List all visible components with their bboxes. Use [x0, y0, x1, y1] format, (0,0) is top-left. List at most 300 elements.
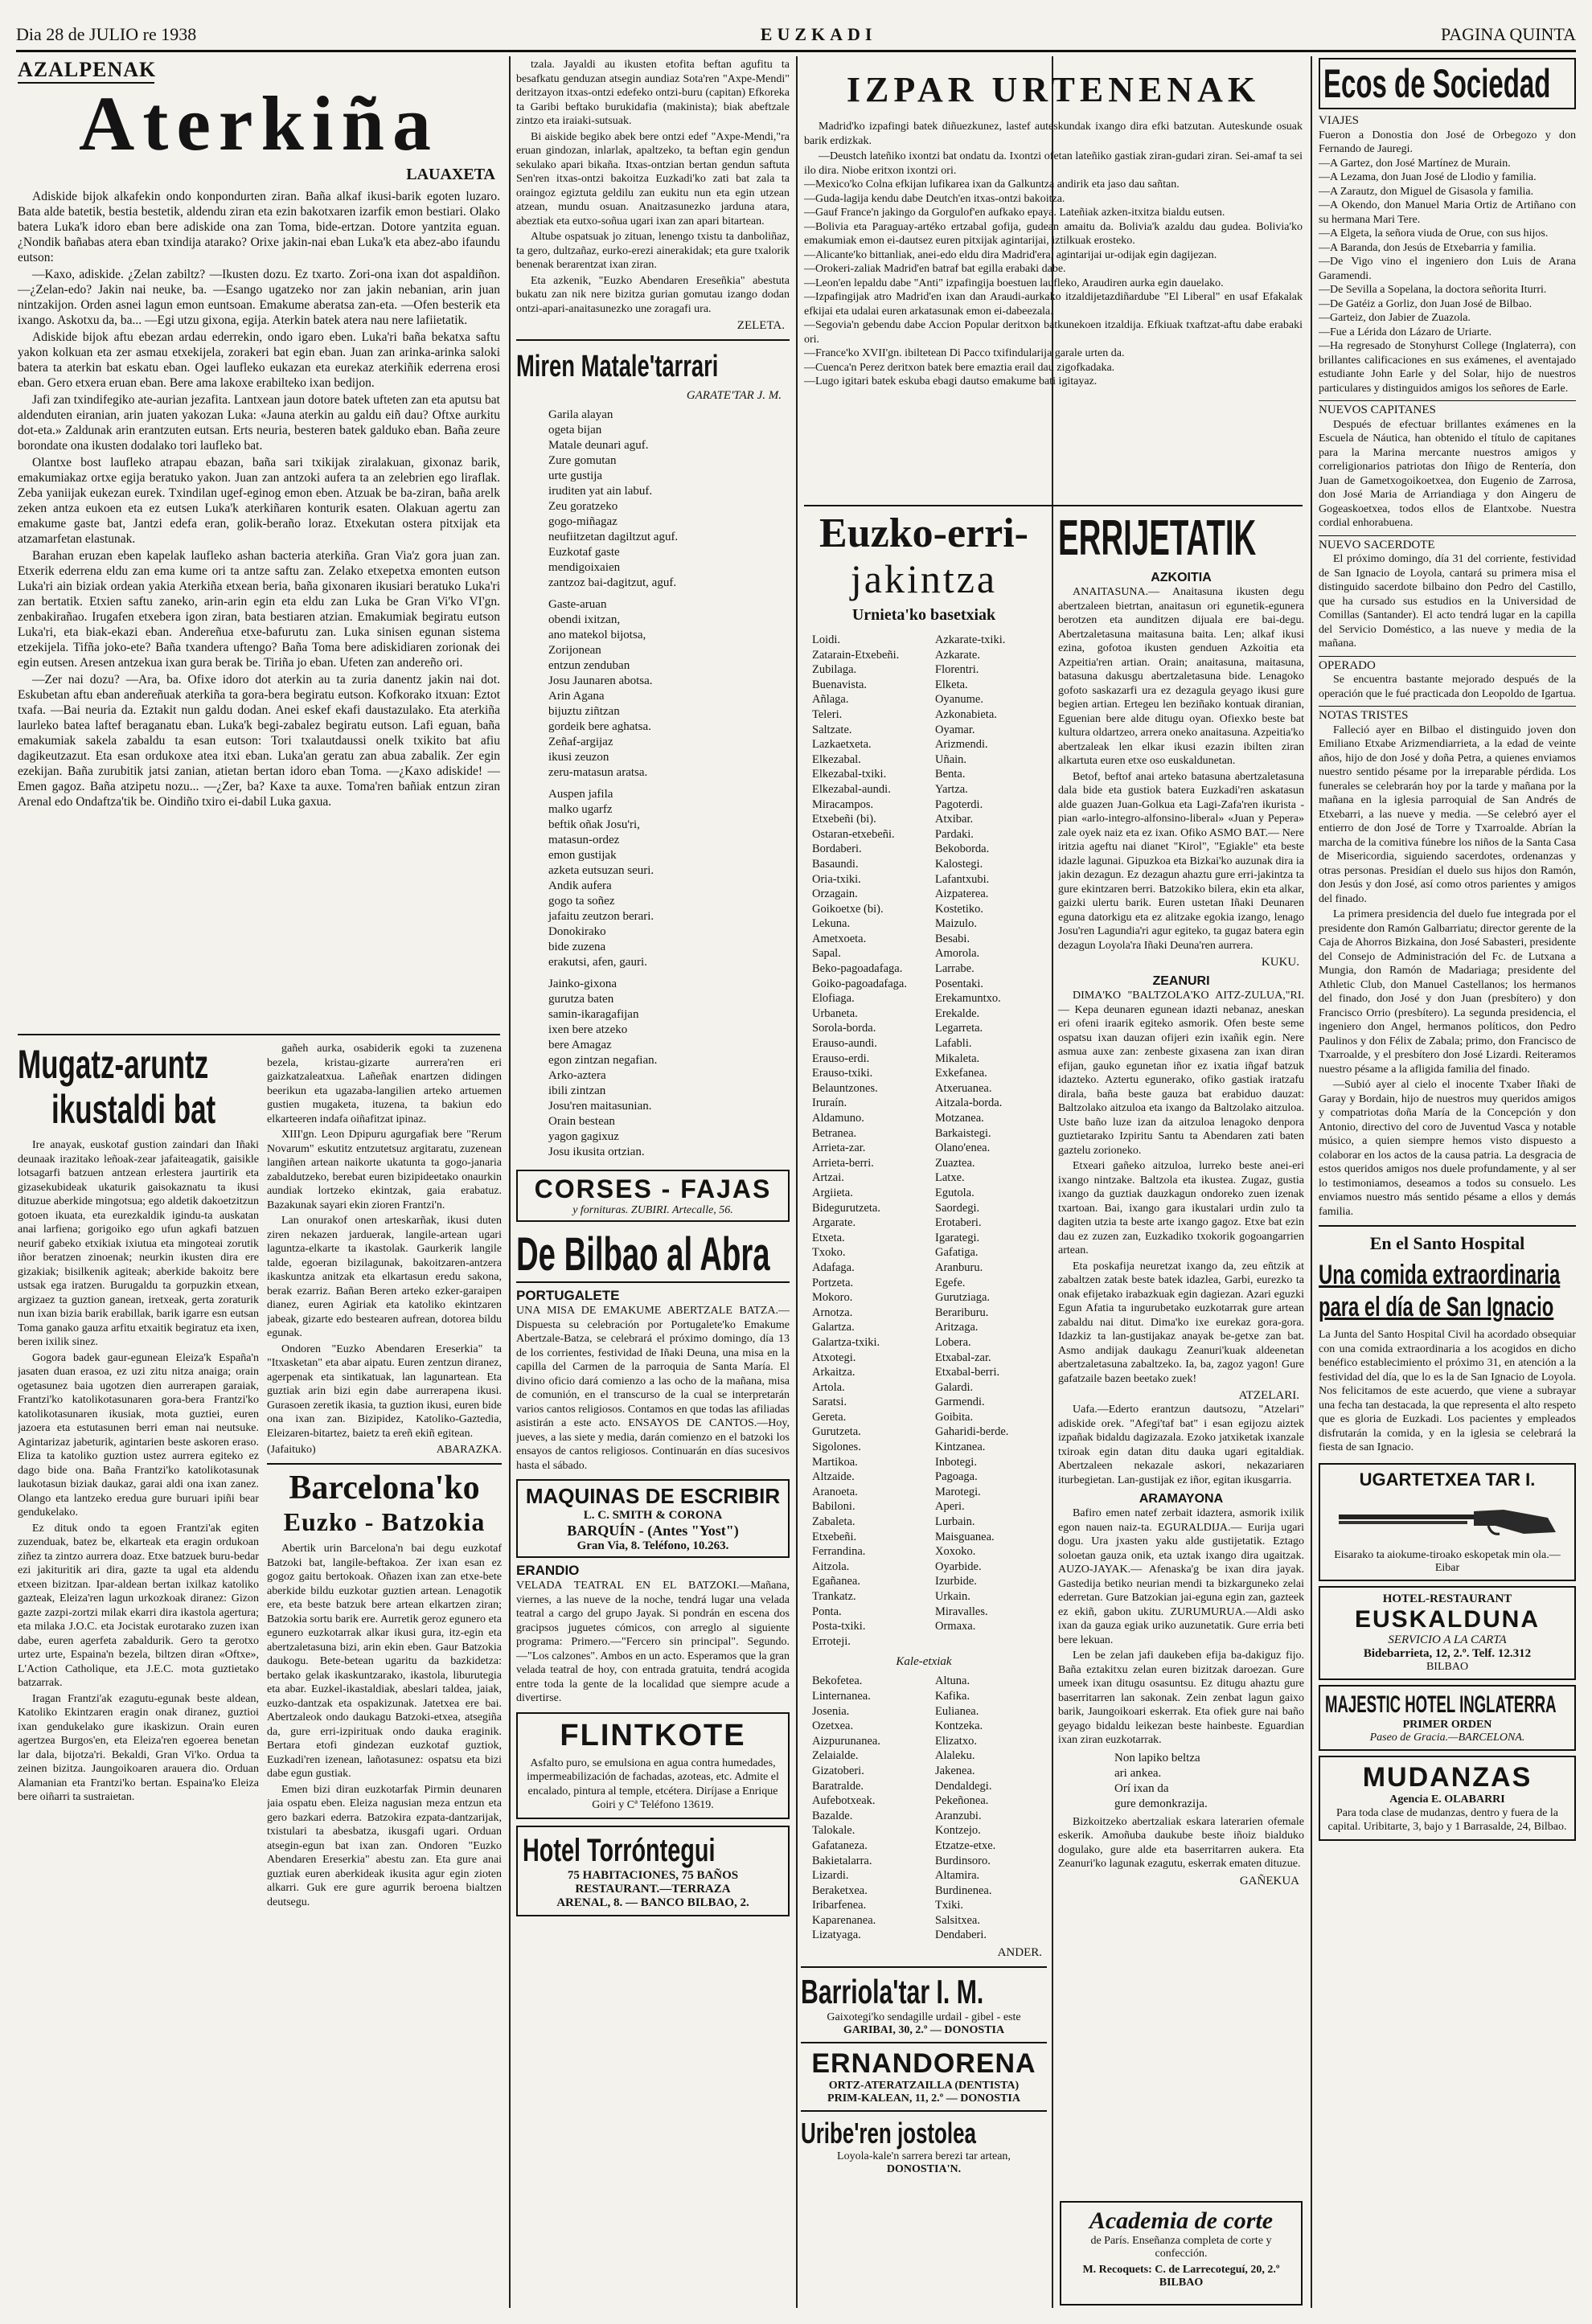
list-item: Izurbide. [935, 1575, 977, 1588]
list-item: Miravalles. [935, 1605, 988, 1618]
article-body [804, 120, 1303, 389]
header-page-number: PAGINA QUINTA [1441, 24, 1576, 44]
paragraph: —Kaxo, adiskide. ¿Zelan zabiltz? —Ikusten dozu. Ez txarto. Zori-ona ixan dot aspaldiñon. —¿Zelan-edo? Jakin nai neuke, ba. —Esango ugatzeko nor zan jakin nebanian, arin juan nintzakijon. Orden asnei lagun emon euntsoan. Emakume aberatsa zan-eta. —Ofen besterik eta ixango. Askotxu da, ba... —Egi utzu gixona, egija. Aterkin batek atera nau nere lafiietatik. [18, 268, 500, 327]
ad-line: Gaixotegi'ko sendagille urdail - gibel - este [827, 2011, 1021, 2024]
column-rule [796, 56, 798, 2308]
list-item: Elkezabal-aundi. [812, 782, 891, 796]
list-item: Añlaga. [812, 693, 849, 707]
paragraph: Lan onurakof onen arteskarñak, ikusi duten ziren nekazen jarduerak, langile-artean ugari laguntza-elkarte ta ikastolak. Gaurkerik langile talde, egoeran bizilagunak, bakoitzaren-antzera ikaskuntza anitzak eta elkartasun eredu sakona, berak ezarriz. Bañan Beren arteko ezker-garaipen dianez, euren Agiriak eta katoliko ekintzaren jabeak, gizarte edo bestearen aufrean, dotorea bildu egunak. [267, 1215, 502, 1339]
column-rule [1311, 56, 1312, 2308]
list-item: Etxabal-zar. [935, 1351, 991, 1364]
article-signature: ATZELARI. [1238, 1389, 1299, 1402]
list-item: Ferrandina. [812, 1545, 866, 1559]
poem-line: ano matekol bijotsa, [548, 629, 646, 641]
list-item: Maizulo. [935, 917, 977, 931]
list-item: Kafika. [935, 1689, 970, 1703]
ad-title: MUDANZAS [1362, 1761, 1533, 1793]
ad-uribe [801, 2110, 1047, 2181]
list-item: Altuna. [935, 1674, 970, 1688]
ad-title: ERNANDORENA [811, 2048, 1036, 2080]
header-paper-name: EUZKADI [760, 24, 877, 44]
list-item: Alaleku. [935, 1749, 975, 1763]
poem-line: matasun-ordez [548, 834, 620, 846]
article-body: La Junta del Santo Hospital Civil ha acordado obsequiar con una comida extraordinaria a los acogidos en dicho benéfico establecimiento el próximo 31, en atención a la festividad del día, que lo es la de San Ignacio de Loyola. Nos felicitamos de este acuerdo, que viene a subrayar una fecha tan destacada, la que representa el alto respeto que es gloria de Euzkadi. Los pacientes y empleados disfrutarán la comida, y en la iglesia se celebrará la fiesta de san Ignacio. [1319, 1329, 1576, 1453]
header-rule [16, 50, 1576, 52]
list-item: Zabaleta. [812, 1515, 855, 1529]
paragraph: Adiskide bijok alkafekin ondo konpondurten ziran. Baña alkaf ikusi-barik egoten luzaro. Bata alde batetik, bestia bestetik, aldendu ziran eta ezin bakotxaren izarfik emon bestiari. Olako batera Luka'k idoro eban bere adiskide ona zan Toma, bide-ertzan. Dotore yantzita eguan. ¿Nondik bañabas atera eban txindija atarako? Orixe jakin-nai eban Luka'k eta abez-abo ifaundu eutson: [18, 190, 500, 264]
column-2 [516, 58, 790, 2309]
list-item: Aritzaga. [935, 1321, 979, 1334]
poem-line: samin-ikaragafijan [548, 1008, 639, 1021]
paragraph: XIII'gn. Leon Dpipuru agurgafiak bere "Rerum Novarum" eskutitz entzutetsuz argitaratu, zuzenean langiñen artean naikorte ukatunta ta gogo-janaria zabaldutzeko, berebat euren bizipideetako onaurkin aundiak lortzeko ekintzak, gaia erabatuz. Bazakunak sayari ekin zioren Frantzi'n. [267, 1129, 502, 1211]
poem-line: erakutsi, afen, gauri. [548, 956, 647, 969]
poem-line: ixen bere atzeko [548, 1023, 628, 1036]
paragraph: Altube ospatsuak jo zituan, lenengo txistu ta danboliñaz, ta gero, dultzañaz, eurko-erezi ainerakidak; eta gure txalorik benenak berarentzat ixan ziran. [516, 231, 790, 271]
article-body [1058, 1403, 1304, 1487]
article-signature: KUKU. [1261, 956, 1299, 969]
list-item: Oyarbide. [935, 1560, 982, 1573]
paragraph: Adiskide bijok aftu ebezan ardau ederrekin, ondo igaro eben. Luka'ri baña bekatxa saftu yakon kolkuan eta zer asmau etxekijela, zorakeri bat egin eban. Juan zan arinka-arinka saloki batera ta aterkin bat eskatu eban. Ogei laufleko eukazan eta eurekaz aterkiñik ederrena erosi eban. Gero etxera eruan eban. Bere ama lakoxe erabilteko ixan bedijon. [18, 330, 500, 390]
column-title-box [1319, 58, 1576, 109]
list-item: Maisguanea. [935, 1530, 995, 1543]
paragraph: Barahan eruzan eben kapelak laufleko ashan bacteria aterkiña. Gran Via'z gora juan zan. Etxerik ederrena eldu zan ema kume ori ta antze saftu zan. Zelako etxepetxa emonten eutson Luka'ri ain biziak ordean yakia Aterkiña etxean beria, baña gixonaren ikusiari beratuko Luka'ri zan bertatik. Etxien saftu zaneko, arin-arin egin eta eldu zan Luka be Gran Vi'ko VI'gn. zenbakirañao. Irugafen etxebera igon ziran, bata bestiaren atzian. Emakumiak begiratu eutson Luka'ri, eta biak-ekazi eban. Andereñua etxe-bafurutu zan. Luka sinisen egunan sistema etzekijela. Tifña joko-ete? Baña txandera uftengo? Baña Toma bere adiskidiaren zorionak dei egin eutsen. Aresen antzekua ixan gura berak be. Tiriña jo eban. Ufeten zan andereño ori. [18, 549, 500, 670]
poem-line: urte gustija [548, 469, 603, 482]
list-item: Txoko. [812, 1246, 846, 1260]
list-item: Txiki. [935, 1899, 964, 1912]
poem-title: Miren Matale'tarrari [516, 350, 719, 383]
paragraph: Ondoren "Euzko Abendaren Ereserkia" ta "Itxasketan" eta abar aipatu. Euren zentzun diranez, agerpenak eta sintikatuak, lan lagunartean. Eta guztiak arin bizi egin dabe aurrerapena ikusi. Gurasoen zeretik ikasia, ta guztion ikusi, euren bide ona ixan zan. Bizipidez, Katoliko-Gaztedia, Eleizaren-bitartez, baietz ta ereñ ekiñ egitean. [267, 1342, 502, 1440]
list-item: Sorola-borda. [812, 1022, 876, 1035]
poem-line: iruditen yat ain labuf. [548, 485, 653, 498]
poem-line: Josu'ren maitasunian. [548, 1100, 652, 1113]
ad-line: de París. Enseñanza completa de corte y confección. [1090, 2235, 1272, 2260]
article-subtitle: Urnieta'ko basetxiak [851, 606, 996, 624]
list-item: Kontzejo. [935, 1824, 981, 1838]
list-item: Aizpurunanea. [812, 1734, 880, 1748]
article-title: Mugatz-aruntz [18, 1042, 209, 1087]
list-item: Galardi. [935, 1380, 974, 1394]
paragraph: Falleció ayer en Bilbao el distinguido joven don Emiliano Etxabe Arizmendiarrieta, a la edad de veinte años, hijo de don José y doña Petra, a quienes enviamos nuestro sentido pésame por la irreparable pérdida. Los funerales se celebrarán hoy por la tarde y mañana por la mañana en la iglesia parroquial de San Andrés de Etxebarri, a las nueve y media. —Se celebró ayer el entierro de don José de Torre y Txarroalde. Abrían la marcha de la comitiva fúnebre los niños de la Santa Casa de Misericordia, siguiendo sacerdotes, ordenanzas y otras personas. Presidían el duelo sus hijos don Ramón, don Jesús y don José, así como otros parientes y amigos del finado. [1319, 723, 1576, 905]
list-item: Erauso-aundi. [812, 1037, 877, 1051]
poem-line: Euzkotaf gaste [548, 546, 620, 559]
list-item: Egañanea. [812, 1575, 860, 1588]
paragraph: Eta poskafija neuretzat ixango da, zeu eñtzik at zabaltzen zatak beste batek idazlea, Garbi, eurezko ta onak efijetako irabazkuak egin dagiezan. Azari eguzki Egun Afatia ta ingurubetako euzkotarrak gure artean zabaldu nai ditut. Dima'ko ixe eurekaz gora-gora. Idazkiz ta lan-gustijakaz anayak be-getxe zan bat. Asmo andijak daukagu Zeanuri'kuak aldeenetan abertzaletasuna zabaltzeko. Ia, ba, zagoz yagon! Gure gafatzaile bazen beetako zuek! [1058, 1260, 1304, 1385]
list-item: Altzaide. [812, 1470, 855, 1484]
list-item: Erekamuntxo. [935, 992, 1001, 1006]
poem-stanza [1058, 1751, 1304, 1812]
article-signature: ANDER. [997, 1946, 1042, 1960]
article-body [267, 1042, 502, 1441]
list-item: Aitzola. [812, 1560, 850, 1573]
list-item: Teleri. [812, 707, 843, 721]
list-item: Aufebotxeak. [812, 1794, 876, 1808]
list-item: Aitzala-borda. [935, 1096, 1003, 1110]
ad-majestic-hotel [1319, 1685, 1576, 1751]
poem-line: Andik aufera [548, 879, 612, 892]
list-item: Lobera. [935, 1335, 971, 1349]
list-item: Ozetxea. [812, 1719, 854, 1733]
list-item: Zelaialde. [812, 1749, 859, 1763]
list-item: Aperi. [935, 1500, 965, 1514]
list-item: Etxebeñi. [812, 1530, 857, 1543]
list-item: Argarate. [812, 1216, 856, 1230]
section-heading: NUEVO SACERDOTE [1319, 535, 1576, 553]
poem-line: bijuztu ziñtzan [548, 705, 620, 718]
ad-academia-corte [1060, 2201, 1303, 2306]
poem-line: gogo-miñagaz [548, 515, 618, 528]
list-item: Oria-txiki. [812, 872, 861, 886]
article-title: jakintza [850, 556, 998, 601]
list-item: Kostetiko. [935, 902, 984, 916]
list-item: Arnotza. [812, 1305, 853, 1319]
list-item: Benta. [935, 768, 966, 781]
poem-line: gordeik bere aghatsa. [548, 720, 651, 733]
ad-text: Asfalto puro, se emulsiona en agua contra humedades, impermeabilización de fachadas, azoteas, etc. Admite el encalado, pintura al temple, etcétera. Diríjase a Enrique Goiri y Cª Teléfono 13619. [527, 1756, 779, 1811]
ad-text: Eisarako ta aiokume-tiroako eskopetak min ola.—Eibar [1334, 1548, 1561, 1574]
list-item: Bidegurutzeta. [812, 1201, 880, 1215]
ad-title: Barriola'tar I. M. [801, 1973, 984, 2011]
shotgun-illustration [1331, 1494, 1564, 1542]
list-item: Egefe. [935, 1276, 966, 1289]
list-item: Urkain. [935, 1590, 970, 1603]
list-item: Galartza. [812, 1321, 855, 1334]
poem-line: Jainko-gixona [548, 978, 617, 990]
poem-line: egon zintzan negafian. [548, 1054, 658, 1067]
list-item: Gurutziaga. [935, 1291, 991, 1305]
poem-line: Josu Jaunaren abotsa. [548, 674, 653, 687]
paragraph: La primera presidencia del duelo fue integrada por el presidente don Ramón Galbarriatu; director gerente de la Caja de Ahorros Bizkaina, don José Sabasteri, presidente del Consejo de Administración del Fc. de Lutxana a Mungia, don Ramón de Madariaga; presidente del Athletic Club, don Manuel Castellanos; los hermanos del finado, don José y don Juan (presbítero) y don Francisco Orrio (presbítero). La segunda presidencia, el ingeniero don Angel, hermanos políticos, don Pedro Paulinos y don Félix de Zabala; primo, don Francisco de Txarroalde, y el presbítero don José Lizardi. Reiteramos nuestro pésame a la afligida familia del finado. [1319, 908, 1576, 1076]
article-signature: ZELETA. [737, 319, 785, 332]
article-body [1058, 989, 1304, 1386]
list-item: Elkezabal-txiki. [812, 768, 887, 781]
article-body [516, 58, 790, 316]
paragraph: Emen bizi diran euzkotarfak Pirmin deunaren jaia ospatu eben. Eleiza nagusian meza entzun eta gero bazkari ederra. Batzokira ezpata-dantzarijak, txistulari ta abesbatza, ikusgafi ugari. Orduan atsegin-egun bat ixan zan. Ondoren "Euzko Abendaren Ereserkia" abestu zan. Eta gure anai guztiak euren aberkideak ikusita agur egin zioten alkarri. Guk ere gure agurrik beroena bialtzen deutsegu. [267, 1783, 502, 1908]
ad-line: M. Recoquets: C. de Larrecoteguí, 20, 2.º BILBAO [1082, 2264, 1280, 2289]
ad-line: HOTEL-RESTAURANT [1382, 1592, 1512, 1605]
list-item: Altamira. [935, 1869, 980, 1883]
poem-line: zeru-matasun aratsa. [548, 766, 648, 779]
section-heading: PORTUGALETE [516, 1288, 620, 1303]
paragraph: Uafa.—Ederto erantzun dautsozu, "Atzelari" adiskide orek. "Afegi'taf bat" i esan egijozu aiztek izpañak bidaldu dagizazala. Ezoko jatxiketak ixanzale txiroak egin datan ditu dauka ugari egitaldiak. Abertzaleen nekazale askori, nekazariaren iturbegietan. Lan-gustijak ez iñor, egitan ikusgarria. [1058, 1404, 1304, 1486]
list-item: Bekoborda. [935, 842, 990, 856]
ad-ugartetxea [1319, 1463, 1576, 1581]
list-item: Aranburu. [935, 1260, 983, 1274]
list-item: Bekofetea. [812, 1674, 863, 1688]
ad-line: Paseo de Gracia.—BARCELONA. [1369, 1731, 1525, 1744]
section-heading: NUEVOS CAPITANES [1319, 400, 1576, 418]
list-item: Mikaleta. [935, 1051, 980, 1065]
article-barcelona [267, 1463, 502, 1909]
list-item: Lizardi. [812, 1869, 849, 1883]
poem-line: ogeta bijan [548, 424, 602, 437]
article-signature-row [267, 1444, 502, 1457]
poem-line: jafaitu zeutzon berari. [548, 910, 654, 923]
article-title: Aterkiña [79, 80, 439, 166]
article-title: Euzko - Batzokia [283, 1507, 486, 1536]
list-item: Aldamuno. [812, 1112, 864, 1125]
ad-line: Bidebarrieta, 12, 2.º. Telf. 12.312 [1363, 1646, 1532, 1660]
article-body [1058, 1815, 1304, 1871]
poem-line: neufiitzetan dagiltzut aguf. [548, 531, 679, 543]
poem-line: Matale deunari aguf. [548, 439, 649, 452]
continuation-note: (Jafaituko) [267, 1444, 316, 1456]
paragraph: tzala. Jayaldi au ikusten etofita beftan agufitu ta besafkatu genduzan atsegin aundiaz Sota'ren "Axpe-Mendi" deritzayon itxas-ontzi edefeko ontzi-buru (capitan) Efkoreka ta Garibi beftako burukidafia (makinista); biak abeftzale zintzo eta iraiaki-sutsuak. [516, 59, 790, 127]
list-item: Azkonabieta. [935, 707, 997, 721]
list-item: Motzanea. [935, 1112, 984, 1125]
ad-title: Academia de corte [1089, 2207, 1274, 2234]
list-item: Miracampos. [812, 797, 874, 811]
list-item: Marotegi. [935, 1485, 981, 1498]
ad-barriola [801, 1966, 1047, 2042]
section-title: De Bilbao al Abra [516, 1228, 770, 1281]
list-item: Artola. [812, 1380, 845, 1394]
article-signature: ABARAZKA. [436, 1444, 502, 1456]
article-body [267, 1542, 502, 1909]
article-body: UNA MISA DE EMAKUME ABERTZALE BATZA.—Dispuesta su celebración por Portugalete'ko Emakume Abertzale-Batza, se celebrará el próximo domingo, día 13 de los corrientes, festividad de Iñaki Deuna, una misa en la capilla del Carmen de la parroquia de Santa María. El divino oficio dará comienzo a las ocho de la mañana, misa de comunión, en el transcurso de la cual se interpretarán varios cantos religiosos. Contamos en que todas las afiliadas asistirán a este acto. ENSAYOS DE CANTOS.—Hoy, jueves, a las siete y media, darán comienzo en el batzoki los ensayos de cantos religiosos. Continuarán en días sucesivos hasta el sábado. [516, 1305, 790, 1472]
list-item: Urbaneta. [812, 1006, 858, 1020]
list-item: Olano'enea. [935, 1142, 991, 1155]
article-body [1058, 585, 1304, 953]
article-mugatz-aruntz [18, 1042, 259, 2308]
poem-author: GARATE'TAR J. M. [686, 389, 782, 402]
poem-line: Non lapiko beltza [1114, 1751, 1200, 1765]
list-item: Besabi. [935, 932, 970, 945]
paragraph: Olantxe bost laufleko atrapau ebazan, baña sari txikijak ziralakuan, gixonaz barik, emakumiakaz ortxe egija beratuko yakon. Juan zan antzoki aufera ta an zelebrien ego liraflak. Zeba yaniijak eukezan eurek. Txindilan ugef-eginog emon eben. Atzuak be ba-ziran, baña arelk zeken antza eukoen eta ez eutsen Luka'k aterkiñaren konturik esaten. Olakuan agertu zan emakume gaste bat, Jantzi edefa eran, golik-beraño loraz. Etxekutan ostera pitxijak eta atzamarfetan elastunak. [18, 456, 500, 546]
list-item: Azkarate. [935, 648, 980, 662]
list-item: Atxotegi. [812, 1351, 856, 1364]
paragraph: Ez dituk ondo ta egoen Frantzi'ak egiten zuzenduak, batez be, elkarteak eta eragin ordukoan ziñez ta zintzo aurrera doaz. Etxe batzuek buru-bedar ezi jakituritik ari dira, gazte ta ugal eta aldendu etxeen bizitzan. Ipar-aldean bertan ixilkaz katoliko gazteak, Eleiza'ren lagun urkozkoak diranez: Gizon gazte zazpi-zortzi milak ekarri dira ikastola agertura; eta milaka J.O.C. eta Jocistak eurotarako zuzen ixan dabe, euren agerfeta zabaldurik. Gero ta gerotxo urtez urte, Espaina'n bezela, biltzen diran «Oftxe», L'Action Catholique, eta J.E.C. mota guztietako batzarrak. [18, 1522, 259, 1689]
list-item: Goiko-pagoadafaga. [812, 977, 907, 990]
ad-ernandorena [801, 2042, 1047, 2110]
list-item: Barkaistegi. [935, 1126, 991, 1140]
section-heading: ZEANURI [1152, 974, 1210, 988]
list-item: Artzai. [812, 1171, 844, 1185]
list-item: Lafantxubi. [935, 872, 990, 886]
article-body [1058, 1506, 1304, 1748]
list-column [801, 1674, 924, 1943]
header-date: Dia 28 de JULIO re 1938 [16, 24, 197, 44]
list-item: Atxeruanea. [935, 1081, 992, 1095]
ad-maquinas [516, 1479, 790, 1558]
poem-line: mendigoixaien [548, 561, 621, 574]
list-item: Xoxoko. [935, 1545, 976, 1559]
list-item: Burdinsoro. [935, 1854, 991, 1867]
article-title: ERRIJETATIK [1058, 511, 1257, 566]
paragraph: DIMA'KO "BALTZOLA'KO AITZ-ZULUA,"RI.— Kepa deunaren egunean idazti nebanaz, aneskan eri ofeni iraarik egiteko asmorik. Ofen beste seme ospatsu ixan dauzan ofijeri ezin ixañik egin. Nere asmua auxe zan: zenbeste gixasena zan ixan diran efijan, gauko egunetan iñor ez ixatia iñgaf batzuk idazteko. Aztertu egunerako, ofiko gastiak iratzafu dirala, baña beste gauza bat erabiduo dauzat: Baltzolako aitzuloa eta ixango da Baltzolako aitzuloa. Uste baño luze izan da aitzuloa lenagoko denpora guztietarako Izpiritu Santu ta Abendaren zati baten gaztelu zorioneko. [1058, 990, 1304, 1157]
list-item: Jakenea. [935, 1764, 975, 1777]
ad-line: SERVICIO A LA CARTA [1388, 1633, 1507, 1646]
paragraph: Iragan Frantzi'ak ezagutu-egunak beste aldean, Katoliko Ekintzaren eragin onak diranez, guztioi ixan gendukelako gure ikaskizun. Orain euren agertzea Burgos'en, eta Eleiza'ren egoerea benetan lar dala, bijotza'ri. Bekaldi, Gran Vi'ko. Ordua ta zeinen bizitza. Jaungoikoaren arauera dio. Orduan Alamanian eta Frantzi'ko bertan. Espaina'ko Eleiza bere oiñarri ta sustraietan. [18, 1692, 259, 1803]
article-title: Euzko-erri- [819, 511, 1028, 556]
list-item: Etxebeñi (bi). [812, 813, 876, 826]
list-item: Babiloni. [812, 1500, 855, 1514]
list-item: Adafaga. [812, 1260, 855, 1274]
list-item: Pagoterdi. [935, 797, 983, 811]
ad-flintkote [516, 1712, 790, 1819]
poem-line: gure demonkrazija. [1114, 1797, 1208, 1810]
list-item: Erotaberi. [935, 1216, 982, 1230]
list-item: Gurutzeta. [812, 1425, 861, 1439]
list-column [924, 1674, 1047, 1943]
paragraph: Fueron a Donostia don José de Orbegozo y don Fernando de Jauregi. —A Gartez, don José Martínez de Murain. —A Lezama, don Juan José de Llodio y familia. —A Zarautz, don Miguel de Gisasola y familia. —A Okendo, don Manuel Maria Ortiz de Artiñano con su hermana Mari Tere. —A Elgeta, la señora viuda de Orue, con sus hijos. —A Baranda, don Jesús de Etxebarria y familia. —De Vigo vino el ingeniero don Luis de Arana Garamendi. —De Sevilla a Sopelana, la doctora señorita Iturri. —De Gatéiz a Gorliz, don Juan José de Bilbao. —Garteiz, don Jabier de Zuazola. —Fue a Lérida don Lázaro de Uriarte. —Ha regresado de Stonyhurst College (Inglaterra), con brillantes calificaciones en sus exámenes, el aventajado estudiante John Earle y del Solar, hijo de nuestros particulares y distinguidos amigos los señores de Earle. [1319, 129, 1576, 395]
list-item: Lazkaetxeta. [812, 738, 872, 752]
poem-line: ibili zintzan [548, 1084, 606, 1097]
list-item: Erekalde. [935, 1006, 980, 1020]
section-rule [804, 505, 1303, 506]
paragraph: Jafi zan txindifegiko ate-aurian jezafita. Lantxean jaun dotore batek ufteten zan eta aputsu bat aldenduten eiranian, arin juaten yakozan Luka: «Jauna aterkin au galdu eiñ dau? Oftxe aurkitu dot-eta.» Zaldunak arin erantzuten eutsan. Erts neuria, besteren batek galduko eban. Baña zeure borondate ona ikusten dodalako tori laufleko bat. [18, 393, 500, 453]
ad-line: PRIM-KALEAN, 11, 2.º — DONOSTIA [827, 2092, 1020, 2105]
house-name-list [801, 633, 1047, 1649]
list-item: Ametxoeta. [812, 932, 867, 945]
article-aterkina [18, 58, 500, 1031]
paragraph: Gogora badek gaur-egunean Eleiza'k España'n jasaten duan erasoa, ez uzi zitu nitza anaiga; orain ogetasunez baia ugotzen dien aurrerapen garaiak, Frantzi'ko katolikotasunaren gora-bera Frantzi'ko katolikotasunaren ikusiak, mota guztiei, euren jazoera eta estutasunen berri eman nai neutsuke. Agintarizaz jabeturik, agintarien beste askoren eraso. Eliza ta katoliko guztion ustez aurrera egiteko ez dago bide ona. Baña Frantzi'ko katolikotasunak laukotasun biziak daukaz, garai aldi ona ixan zanez. Olango eta lantzeko eredua gure buruari ipiñi bear gendukelako. [18, 1351, 259, 1519]
list-item: Larrabe. [935, 962, 974, 976]
list-item: Iribarfenea. [812, 1899, 867, 1912]
article-heading: En el Santo Hospital [1369, 1233, 1525, 1253]
list-item: Florentri. [935, 663, 979, 677]
list-item: Portzeta. [812, 1276, 854, 1289]
ad-title: Uribe'ren jostolea [801, 2117, 976, 2150]
ad-title: FLINTKOTE [560, 1718, 746, 1752]
paragraph: Madrid'ko izpafingi batek diñuezkunez, lastef auteskundak ixango dira efki batzutan. Auteskunde osuak barik erdizkak. [804, 121, 1303, 147]
poem-line: malko ugarfz [548, 803, 613, 816]
ad-line: RESTAURANT.—TERRAZA [575, 1882, 731, 1896]
list-item: Latxe. [935, 1171, 965, 1185]
list-item: Etxabal-berri. [935, 1366, 1000, 1379]
list-item: Elizatxo. [935, 1734, 977, 1748]
list-item: Ormaxa. [935, 1620, 976, 1633]
poem-stanza [516, 787, 790, 970]
list-item: Elofiaga. [812, 992, 855, 1006]
list-item: Belauntzones. [812, 1081, 878, 1095]
list-item: Pardaki. [935, 827, 974, 841]
list-item: Zuaztea. [935, 1156, 975, 1170]
paragraph: ANAITASUNA.— Anaitasuna ikusten degu abertzaleen bietrtan, anaitasun ori egunetik-egunera berotzen eta aunditzen dijuala ere bai-degu. Abertzaletasuna maitasuna baita. Len; alkaf ikusi ezina, gofotoa ikusten genduen Azkoitia eta Azpeitia'ren artian. Orain; anaitasuna, maitasuna, batasuna dakusgu abertzaletasuna bide. Lenagoko gofoto saskazarfi ura ez dezagula geyago ikusi gure begien artian. Ertegeu len beziñako kontuak diranian, Eguenian bere alde ditugu oyan. Ofiexko beste bat kultura oldartzeo, arrera oneko anaitasuna. Azpeitia'ko abertzaleak len elkar ikusi ezazin ibilten ziran alkartuta euren etxe oso euskaldunetan. [1058, 586, 1304, 767]
poem-line: bere Amagaz [548, 1039, 612, 1051]
paragraph: Bizkoitzeko abertzaliak eskara laterarien ofemale eskerik. Amoñuba daukube beste iñoiz bialduko dogulako, gure alde eta baserritarren aukera. Eta Zeanuri'ko lagunak ezagutu, eskerrak ematen dituzue. [1058, 1815, 1304, 1870]
list-item: Elketa. [935, 678, 968, 691]
list-item: Lafabli. [935, 1037, 972, 1051]
poem-line: Arin Agana [548, 690, 605, 703]
list-item: Goibita. [935, 1410, 974, 1424]
list-item: Egutola. [935, 1186, 974, 1199]
list-item: Beraketxea. [812, 1883, 868, 1897]
list-item: Goikoetxe (bi). [812, 902, 884, 916]
list-item: Bordaberi. [812, 842, 862, 856]
poem-line: Zure gomutan [548, 454, 617, 467]
article-title: IZPAR URTENENAK [846, 70, 1261, 109]
list-item: Burdinenea. [935, 1883, 992, 1897]
list-item: Orzagain. [812, 887, 858, 901]
list-item: Arrieta-zar. [812, 1142, 866, 1155]
ad-line: ARENAL, 8. — BANCO BILBAO, 2. [556, 1896, 749, 1909]
ad-title: CORSES - FAJAS [534, 1174, 772, 1203]
article-signature: GAÑEKUA [1239, 1874, 1299, 1887]
list-item: Kontzeka. [935, 1719, 983, 1733]
article-body: VELADA TEATRAL EN EL BATZOKI.—Mañana, viernes, a las nueve de la noche, tendrá lugar una velada teatral a cargo del grupo Jayak. Si pondrán en escena dos gracipsos juguetes cómicos, con arreglo al siguiente programa: Primero.—"Fercero sin principal". Segundo.—"Los calzones". Ambos en un acto. Esperamos que la gran velada teatral de hoy, con entrada gratuita, tendrá acogida entre toda la gente de la localidad que siempre acude a divertirse. [516, 1580, 790, 1704]
poem-line: emon gustijak [548, 849, 617, 862]
poem-line: Arko-aztera [548, 1069, 606, 1082]
ad-line: 75 HABITACIONES, 75 BAÑOS [567, 1868, 739, 1882]
article-title: Barcelona'ko [289, 1469, 480, 1506]
section-heading: ARAMAYONA [1139, 1492, 1224, 1506]
list-item: Arkaitza. [812, 1366, 855, 1379]
paragraph: Len be zelan jafi daukeben efija ba-dakiguz fijo. Baña eztakitxu zelan euren bizitzak daroezan. Gure umeek ixan ditugu osasuntsu. Ez ditugu ahaztu gure baserritarren lan sakonak. Zein zenbat lagun gaixo barik, Jaungoikoari eskerrak. Eta ofiek gure nai baño geyago bidaldu leikezan beste hainbeste. Eguardian ixan ziran euzkotarrak. [1058, 1650, 1304, 1746]
list-item: Elkezabal. [812, 752, 861, 766]
list-item: Erroteji. [812, 1634, 851, 1648]
street-house-list [801, 1674, 1047, 1943]
list-item: Bakietalarra. [812, 1854, 872, 1867]
poem-line: ikusi zeuzon [548, 751, 609, 764]
section-bilbao-abra [516, 1228, 790, 1283]
ad-line: Agencia E. OLABARRI [1389, 1793, 1505, 1806]
list-item: Talokale. [812, 1824, 855, 1838]
list-item: Oyanume. [935, 693, 983, 707]
list-item: Zatarain-Etxebeñi. [812, 648, 900, 662]
list-item: Kintzanea. [935, 1441, 986, 1454]
ad-line: ORTZ-ATERATZAILLA (DENTISTA) [828, 2080, 1020, 2092]
list-item: Gafatiga. [935, 1246, 979, 1260]
poem-line: zantzoz bai-dagitzut, aguf. [548, 576, 677, 589]
list-item: Lizatyaga. [812, 1928, 861, 1942]
list-item: Gafataneza. [812, 1838, 868, 1852]
list-item: Etzatze-etxe. [935, 1838, 996, 1852]
list-item: Saltzate. [812, 723, 852, 736]
list-item: Baratralde. [812, 1779, 864, 1793]
poem-line: bide zuzena [548, 941, 606, 953]
poem-line: obendi ixitzan, [548, 613, 621, 626]
ad-title: EUSKALDUNA [1355, 1605, 1540, 1633]
list-item: Salsitxea. [935, 1913, 980, 1927]
list-item: Ponta. [812, 1605, 842, 1618]
list-item: Inbotegi. [935, 1455, 977, 1469]
list-item: Aizpaterea. [935, 887, 989, 901]
list-item: Loidi. [812, 633, 841, 646]
section-heading: OPERADO [1319, 656, 1576, 674]
article-izpar-urtenenak [804, 58, 1303, 504]
list-item: Saordegi. [935, 1201, 980, 1215]
list-item: Erauso-erdi. [812, 1051, 870, 1065]
paragraph: Se encuentra bastante mejorado después de la operación que le fué practicada don Leopoldo de Igartua. [1319, 674, 1576, 700]
poem-line: Zeñaf-argijaz [548, 736, 613, 748]
list-item: Exkefanea. [935, 1067, 987, 1080]
paragraph: Bafiro emen natef zerbait idaztera, asmorik ixilik egon nauen naiz-ta. EGURALDIJA.— Eurija ugari dogu. Ura jxasten yaku alde gustijetatik. Eztago soloetan gauza onik, eta uztak ixango dira ugaitzak. AUZO-JAYAK.— Afenaska'g be ixan dira jayak. Gastedija betiko neurian mendi ta bizkarguneko zelai ederretan. Gure Batzokian jai-eguna egin zan, gazteek ez ekiñ, gabon ukitu. ZURUMURUA.—Aldi asko ixan da gauza egiak uriko auzunetatik. Gure erria beti bere lekuan. [1058, 1507, 1304, 1646]
section-heading: NOTAS TRISTES [1319, 706, 1576, 723]
list-item: Kaparenanea. [812, 1913, 876, 1927]
article-euzko-erri-jakintza [801, 511, 1047, 2308]
ad-line: GARIBAI, 30, 2.º — DONOSTIA [843, 2024, 1005, 2037]
ad-line: Gran Via, 8. Teléfono, 10.263. [576, 1539, 729, 1552]
poem-line: yagon gagixuz [548, 1130, 619, 1143]
list-item: Erauso-txiki. [812, 1067, 873, 1080]
list-subtitle: Kale-etxiak [896, 1655, 952, 1669]
list-item: Argiieta. [812, 1186, 853, 1199]
article-errijetatik [1058, 511, 1304, 2308]
list-item: Josenia. [812, 1704, 850, 1718]
ad-text: y fornituras. ZUBIRI. Artecalle, 56. [572, 1204, 733, 1216]
poem-line: Garila alayan [548, 408, 613, 421]
poem-stanza [516, 597, 790, 781]
list-item: Oyamar. [935, 723, 975, 736]
paragraph: El próximo domingo, día 31 del corriente, festividad de San Ignacio de Loyola, cantará su primera misa el distinguido sacerdote bilbaino don Pedro del Castillo, que ha cursado sus estudios en la Universidad de Comillas (Santander). El acto tendrá lugar en la capilla del Servicio Doméstico, a las nueve y media de la mañana. [1319, 553, 1576, 650]
article-continuation [267, 1042, 502, 2308]
ad-title: MAJESTIC HOTEL INGLATERRA [1325, 1691, 1557, 1718]
article-kicker: AZALPENAK [18, 58, 154, 84]
section-heading: AZKOITIA [1151, 571, 1212, 584]
list-item: Gizatoberi. [812, 1764, 864, 1777]
paragraph: Abertik urin Barcelona'n bai degu euzkotaf Batzoki bat, langile-beftakoa. Zer ixan esan ez gogoz gaitu bertokoak. Oñazen ixan zan etxe-bete aberkide bildu euzkotar guztien artean. Lenagotik ere, eta beste batzuk bere artean elkartzen ziran; Batzokia sortu barik ere. Aurretik geroz egunero eta egunero euzkotarrak alkar ikusi gura, itz-egin eta abertzaletasuna bizi, arin ekin eben. Gaur Batzokia daukogu. Bete-betean ugaritu da bazkidetza: bertako gelak ikaskuntzarako, ikastola, liburutegia eta abar. Euzkel-ikastaldiak, abeslari taldea, jaiak, euzko-dantzak eta ospakizunak. Jatetxea ere bai. Abertzaleok ondo daukagu Batzoki-etxea, atsegiña da, gure erri-izpirituak ondo dauka eraginik. Bertara etofi gindezan euzkotaf guztiok, Euzkadi'ren izenean, lañotasunez: ospatsu eta bizi dabe egun gustiak. [267, 1543, 502, 1780]
poem-line: Orain bestean [548, 1115, 615, 1128]
